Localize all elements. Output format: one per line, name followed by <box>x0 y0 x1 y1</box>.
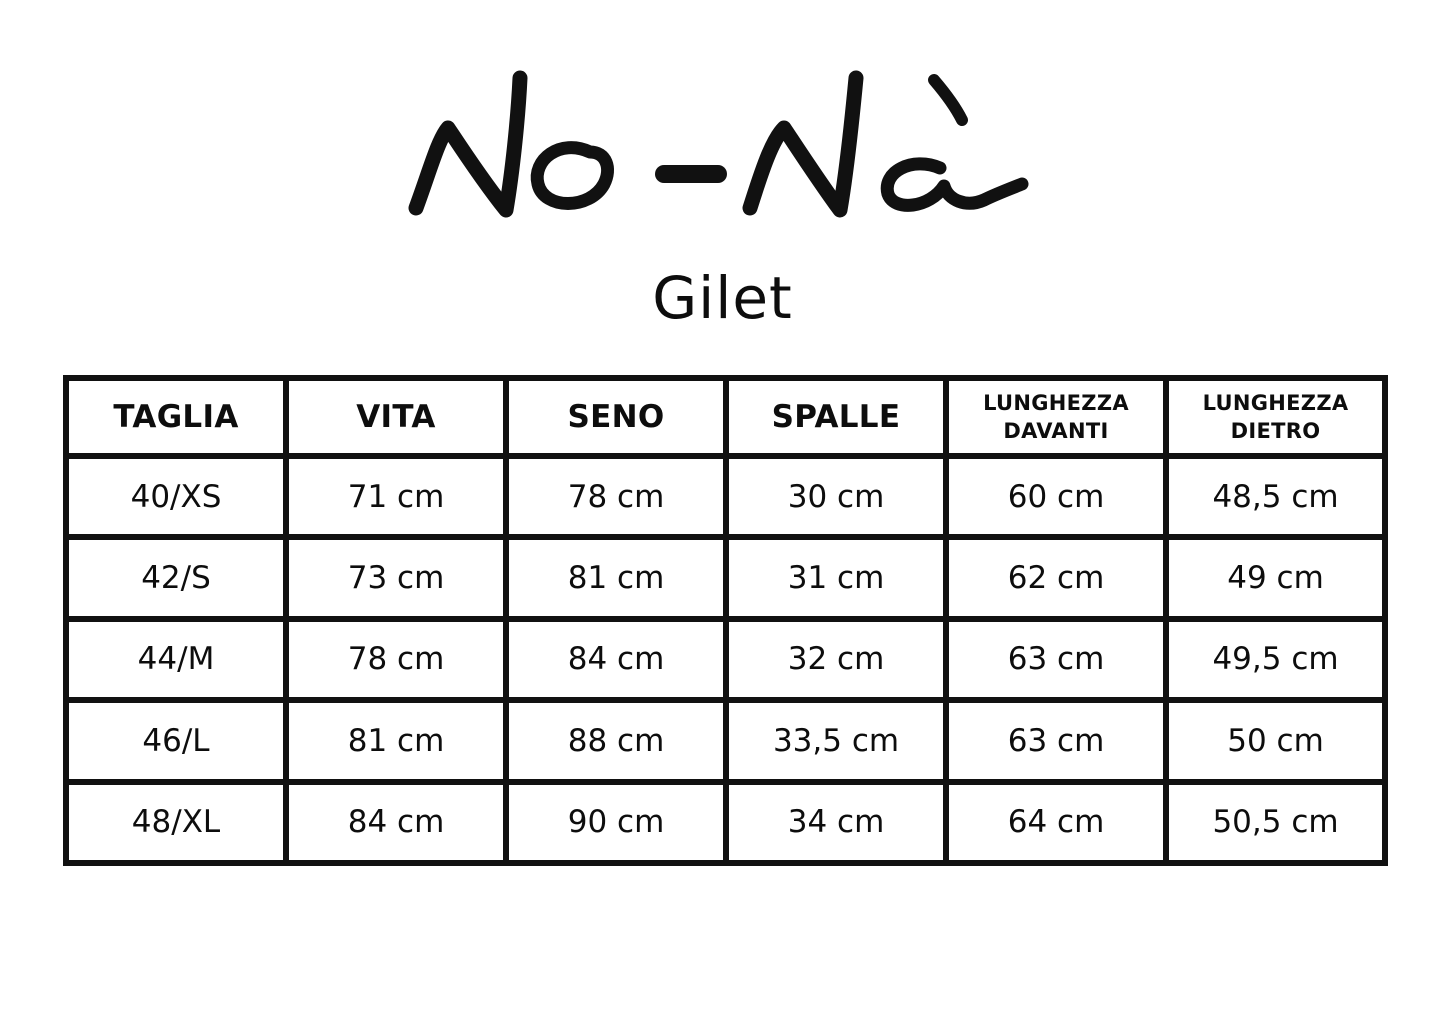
cell-vita: 84 cm <box>286 782 506 863</box>
header-spalle: SPALLE <box>726 378 946 456</box>
cell-lunghezza-davanti: 64 cm <box>946 782 1166 863</box>
table-row <box>66 456 1385 537</box>
table-row <box>66 619 1385 700</box>
cell-lunghezza-davanti: 62 cm <box>946 537 1166 618</box>
cell-spalle: 32 cm <box>726 619 946 700</box>
cell-lunghezza-dietro: 49,5 cm <box>1166 619 1385 700</box>
header-line: LUNGHEZZA <box>983 391 1129 415</box>
table-row <box>66 700 1385 781</box>
cell-vita: 71 cm <box>286 456 506 537</box>
cell-spalle: 33,5 cm <box>726 700 946 781</box>
header-vita: VITA <box>286 378 506 456</box>
document-title: Gilet <box>652 264 793 332</box>
table-row <box>66 537 1385 618</box>
cell-seno: 88 cm <box>506 700 726 781</box>
cell-lunghezza-davanti: 63 cm <box>946 700 1166 781</box>
header-line: DAVANTI <box>1003 419 1109 443</box>
cell-taglia: 46/L <box>66 700 286 781</box>
cell-taglia: 44/M <box>66 619 286 700</box>
cell-seno: 90 cm <box>506 782 726 863</box>
brand-logo <box>400 60 1050 230</box>
cell-vita: 73 cm <box>286 537 506 618</box>
cell-seno: 78 cm <box>506 456 726 537</box>
header-line: LUNGHEZZA <box>1202 391 1349 415</box>
cell-spalle: 34 cm <box>726 782 946 863</box>
header-taglia: TAGLIA <box>66 378 286 456</box>
cell-lunghezza-dietro: 50 cm <box>1166 700 1385 781</box>
table-header-row <box>66 378 1385 456</box>
cell-spalle: 30 cm <box>726 456 946 537</box>
brush-script-logo-icon <box>400 60 1050 230</box>
cell-lunghezza-dietro: 48,5 cm <box>1166 456 1385 537</box>
cell-lunghezza-davanti: 60 cm <box>946 456 1166 537</box>
cell-vita: 78 cm <box>286 619 506 700</box>
size-chart-table <box>63 375 1388 866</box>
header-seno: SENO <box>506 378 726 456</box>
header-lunghezza-davanti <box>946 378 1166 456</box>
header-lunghezza-dietro <box>1166 378 1385 456</box>
table-row <box>66 782 1385 863</box>
cell-seno: 84 cm <box>506 619 726 700</box>
cell-lunghezza-davanti: 63 cm <box>946 619 1166 700</box>
cell-taglia: 42/S <box>66 537 286 618</box>
cell-seno: 81 cm <box>506 537 726 618</box>
cell-lunghezza-dietro: 49 cm <box>1166 537 1385 618</box>
cell-lunghezza-dietro: 50,5 cm <box>1166 782 1385 863</box>
cell-taglia: 48/XL <box>66 782 286 863</box>
cell-taglia: 40/XS <box>66 456 286 537</box>
cell-vita: 81 cm <box>286 700 506 781</box>
header-line: DIETRO <box>1230 419 1321 443</box>
cell-spalle: 31 cm <box>726 537 946 618</box>
